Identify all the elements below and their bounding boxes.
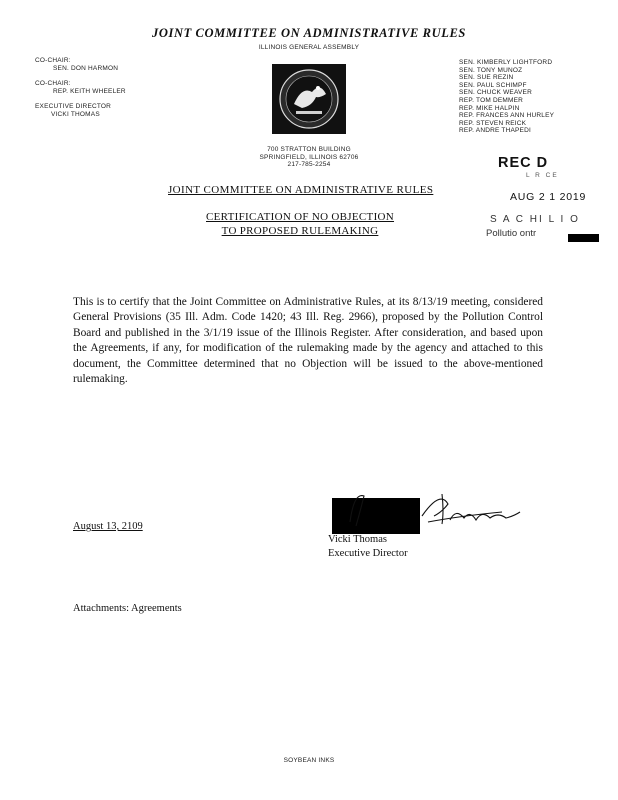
received-date: AUG 2 1 2019 bbox=[510, 191, 587, 203]
stamp-board-line: Pollutio ontr bbox=[486, 228, 537, 239]
address-line: 700 STRATTON BUILDING bbox=[267, 146, 351, 153]
signer-block bbox=[328, 533, 408, 561]
signer-title: Executive Director bbox=[328, 548, 408, 559]
member-name: REP. ANDRE THAPEDI bbox=[459, 127, 531, 135]
state-seal-icon bbox=[272, 64, 346, 134]
cochair-name: SEN. DON HARMON bbox=[53, 64, 119, 72]
member-name: REP. TOM DEMMER bbox=[459, 96, 524, 104]
signer-name: Vicki Thomas bbox=[328, 534, 387, 545]
director-name: VICKI THOMAS bbox=[51, 110, 100, 118]
signature-date: August 13, 2109 bbox=[73, 521, 143, 532]
member-name: REP. STEVEN REICK bbox=[459, 119, 527, 127]
attachments-line: Attachments: Agreements bbox=[73, 603, 182, 614]
cochair-label: CO-CHAIR: bbox=[35, 80, 71, 88]
member-name: REP. FRANCES ANN HURLEY bbox=[459, 112, 555, 120]
received-stamp: REC D bbox=[498, 155, 549, 171]
certification-line: TO PROPOSED RULEMAKING bbox=[221, 224, 379, 237]
members-list bbox=[459, 59, 554, 135]
member-name: SEN. KIMBERLY LIGHTFORD bbox=[459, 59, 553, 66]
certification-body: This is to certify that the Joint Committee on Administrative Rules, at its 8/13/19 meeting, considered General Provisions (35 Ill. Adm. Code 1420; 43 Ill. Reg. 2966), proposed by the Pollution Control Board and published in the 3/1/19 issue of the Illinois Register. After consideration, and based upon the Agreements, if any, for modification of the rulemaking made by the agency and attached to this document, the Committee determined that no Objection will be issued to the above-mentioned rulemaking. bbox=[73, 296, 543, 386]
director-label: EXECUTIVE DIRECTOR bbox=[35, 103, 112, 111]
stamp-state-line: S A C HI L I O bbox=[490, 214, 580, 225]
received-stamp-sub: L R CE bbox=[526, 172, 559, 179]
certification-line: CERTIFICATION OF NO OBJECTION bbox=[206, 211, 395, 223]
address-line: SPRINGFIELD, ILLINOIS 62706 bbox=[259, 153, 359, 161]
member-name: REP. MIKE HALPIN bbox=[459, 104, 520, 112]
general-assembly-subtitle: ILLINOIS GENERAL ASSEMBLY bbox=[258, 44, 360, 51]
member-name: SEN. CHUCK WEAVER bbox=[459, 89, 532, 97]
leadership-column bbox=[35, 57, 126, 119]
redaction-block bbox=[568, 234, 599, 242]
member-name: SEN. TONY MUNOZ bbox=[459, 66, 523, 74]
member-name: SEN. SUE REZIN bbox=[459, 74, 514, 82]
soy-ink-footer: SOYBEAN INKS bbox=[283, 757, 335, 764]
phone-number: 217-785-2254 bbox=[287, 161, 331, 169]
member-name: SEN. PAUL SCHIMPF bbox=[459, 81, 527, 89]
cochair-label: CO-CHAIR: bbox=[35, 57, 71, 64]
cochair-name: REP. KEITH WHEELER bbox=[53, 87, 126, 95]
document-heading: JOINT COMMITTEE ON ADMINISTRATIVE RULES bbox=[168, 184, 434, 196]
committee-address bbox=[252, 146, 366, 169]
certification-title bbox=[206, 211, 394, 238]
committee-title: JOINT COMMITTEE ON ADMINISTRATIVE RULES bbox=[152, 26, 466, 40]
